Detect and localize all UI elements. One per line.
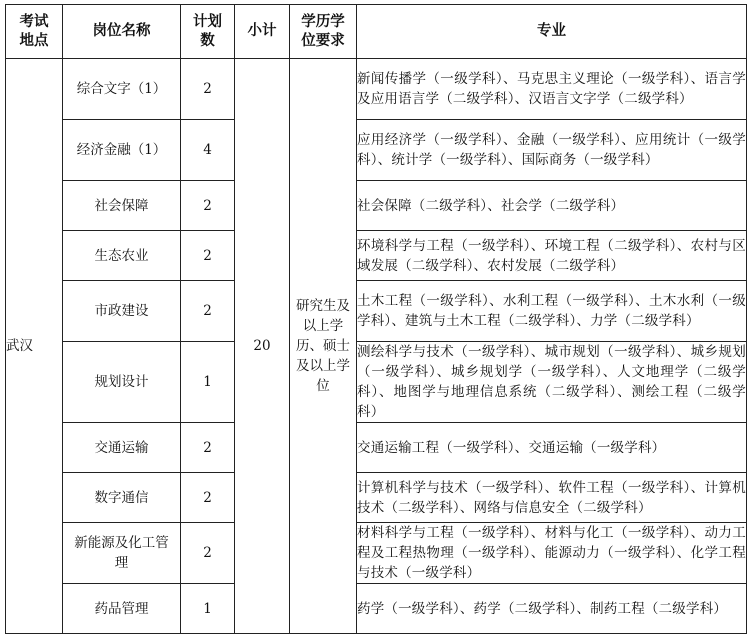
major-cell: 交通运输工程（一级学科）、交通运输（一级学科） [357, 423, 747, 473]
table-row [6, 181, 747, 231]
table-row [6, 281, 747, 342]
header-plan-count: 计划 数 [181, 5, 235, 59]
plan-count-cell: 2 [181, 473, 235, 523]
plan-count-cell: 2 [181, 523, 235, 584]
plan-count-cell: 1 [181, 584, 235, 634]
plan-count-cell: 2 [181, 59, 235, 120]
table-row [6, 231, 747, 281]
position-name-cell: 市政建设 [63, 281, 181, 342]
plan-count-cell: 4 [181, 120, 235, 181]
header-row [6, 5, 747, 59]
major-cell: 社会保障（二级学科）、社会学（二级学科） [357, 181, 747, 231]
position-name-cell: 数字通信 [63, 473, 181, 523]
subtotal-cell: 20 [235, 59, 290, 634]
header-major: 专业 [357, 5, 747, 59]
major-cell: 测绘科学与技术（一级学科）、城市规划（一级学科）、城乡规划（一级学科）、城乡规划学（一级学科）、人文地理学（二级学科）、地图学与地理信息系统（二级学科）、测绘工程（二级学科） [357, 342, 747, 423]
position-name-cell: 经济金融（1） [63, 120, 181, 181]
major-cell: 材料科学与工程（一级学科）、材料与化工（一级学科）、动力工程及工程热物理（一级学科）、能源动力（一级学科）、化学工程与技术（一级学科） [357, 523, 747, 584]
plan-count-cell: 2 [181, 423, 235, 473]
header-position-name: 岗位名称 [63, 5, 181, 59]
plan-count-cell: 2 [181, 231, 235, 281]
table-row [6, 473, 747, 523]
major-cell: 土木工程（一级学科）、水利工程（一级学科）、土木水利（一级学科）、建筑与土木工程（二级学科）、力学（二级学科） [357, 281, 747, 342]
education-requirement-cell: 研究生及以上学历、硕士及以上学位 [290, 59, 357, 634]
positions-table [5, 4, 747, 634]
header-education: 学历学 位要求 [290, 5, 357, 59]
table-row [6, 120, 747, 181]
header-subtotal: 小计 [235, 5, 290, 59]
location-cell: 武汉 [6, 59, 63, 634]
plan-count-cell: 1 [181, 342, 235, 423]
table-row [6, 584, 747, 634]
major-cell: 新闻传播学（一级学科）、马克思主义理论（一级学科）、语言学及应用语言学（二级学科）、汉语言文字学（二级学科） [357, 59, 747, 120]
plan-count-cell: 2 [181, 281, 235, 342]
table-row [6, 59, 747, 120]
position-name-cell: 交通运输 [63, 423, 181, 473]
major-cell: 药学（一级学科）、药学（二级学科）、制药工程（二级学科） [357, 584, 747, 634]
position-name-cell: 社会保障 [63, 181, 181, 231]
table-row [6, 523, 747, 584]
major-cell: 计算机科学与技术（一级学科）、软件工程（一级学科）、计算机技术（二级学科）、网络与信息安全（二级学科） [357, 473, 747, 523]
major-cell: 应用经济学（一级学科）、金融（一级学科）、应用统计（一级学科）、统计学（一级学科）、国际商务（一级学科） [357, 120, 747, 181]
header-location: 考试 地点 [6, 5, 63, 59]
table-row [6, 342, 747, 423]
position-name-cell: 综合文字（1） [63, 59, 181, 120]
table-row [6, 423, 747, 473]
position-name-cell: 规划设计 [63, 342, 181, 423]
position-name-cell: 药品管理 [63, 584, 181, 634]
major-cell: 环境科学与工程（一级学科）、环境工程（二级学科）、农村与区域发展（二级学科）、农村发展（二级学科） [357, 231, 747, 281]
plan-count-cell: 2 [181, 181, 235, 231]
position-name-cell: 新能源及化工管理 [63, 523, 181, 584]
position-name-cell: 生态农业 [63, 231, 181, 281]
